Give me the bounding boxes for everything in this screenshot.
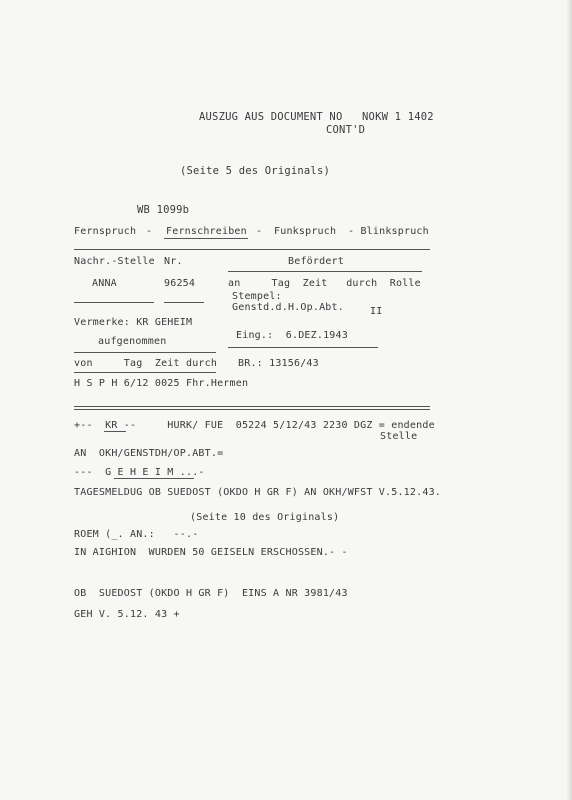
- form-rule-bottom-2: [74, 409, 430, 410]
- roem-line: ROEM (_. AN.: --.-: [74, 529, 199, 540]
- befoerdert-rule: [228, 271, 422, 272]
- stelle-label: Stelle: [380, 431, 418, 442]
- type-dash-2: -: [256, 226, 263, 237]
- addressee-line: AN OKH/GENSTDH/OP.ABT.=: [74, 448, 224, 459]
- original-page-note-mid: (Seite 10 des Originals): [190, 512, 340, 523]
- type-blinkspruch: - Blinkspruch: [348, 226, 429, 237]
- type-funkspruch: Funkspruch: [274, 226, 337, 237]
- eingang-field: Eing.: 6.DEZ.1943: [236, 330, 348, 341]
- nachr-stelle-rule: [74, 302, 154, 303]
- aufgenommen-rule: [74, 352, 216, 353]
- nr-value: 96254: [164, 278, 196, 289]
- befoerdert-label: Befördert: [288, 256, 344, 267]
- fernschreiben-underline: [164, 238, 248, 239]
- nr-rule: [164, 302, 204, 303]
- geh-line: GEH V. 5.12. 43 +: [74, 609, 180, 620]
- br-number: BR.: 13156/43: [238, 358, 319, 369]
- document-reference: AUSZUG AUS DOCUMENT NO NOKW 1 1402: [199, 111, 434, 123]
- von-rule: [74, 372, 216, 373]
- vermerke-field: Vermerke: KR GEHEIM: [74, 317, 193, 328]
- roman-numeral: II: [370, 306, 383, 317]
- form-rule-1: [74, 249, 430, 250]
- form-rule-bottom-1: [74, 406, 430, 407]
- original-page-note: (Seite 5 des Originals): [180, 165, 330, 177]
- ob-suedost-line: OB SUEDOST (OKDO H GR F) EINS A NR 3981/43: [74, 588, 348, 599]
- aufgenommen-label: aufgenommen: [98, 336, 167, 347]
- befoerdert-columns: an Tag Zeit durch Rolle: [228, 278, 421, 289]
- type-fernschreiben: Fernschreiben: [166, 226, 247, 237]
- von-row: von Tag Zeit durch: [74, 358, 218, 369]
- type-fernspruch: Fernspruch: [74, 226, 137, 237]
- paper-edge-shadow: [566, 0, 572, 800]
- geheim-underline: [114, 478, 194, 479]
- eingang-rule: [228, 347, 378, 348]
- nachr-stelle-value: ANNA: [92, 278, 117, 289]
- aighion-line: IN AIGHION WURDEN 50 GEISELN ERSCHOSSEN.- -: [74, 547, 348, 558]
- kr-header-line: +-- KR -- HURK/ FUE 05224 5/12/43 2230 DGZ = endende: [74, 420, 435, 431]
- nr-label: Nr.: [164, 256, 183, 267]
- nachr-stelle-label: Nachr.-Stelle: [74, 256, 155, 267]
- hsph-line: H S P H 6/12 0025 Fhr.Hermen: [74, 378, 249, 389]
- stempel-label: Stempel:: [232, 291, 282, 302]
- classification-line: --- G E H E I M ...-: [74, 467, 205, 478]
- kr-underline: [104, 431, 126, 432]
- type-dash-1: -: [146, 226, 153, 237]
- stempel-value: Genstd.d.H.Op.Abt.: [232, 302, 344, 313]
- tagesmeldung-line: TAGESMELDUG OB SUEDOST (OKDO H GR F) AN OKH/WFST V.5.12.43.: [74, 487, 442, 498]
- contd-label: CONT'D: [326, 124, 366, 136]
- form-number: WB 1099b: [137, 204, 190, 216]
